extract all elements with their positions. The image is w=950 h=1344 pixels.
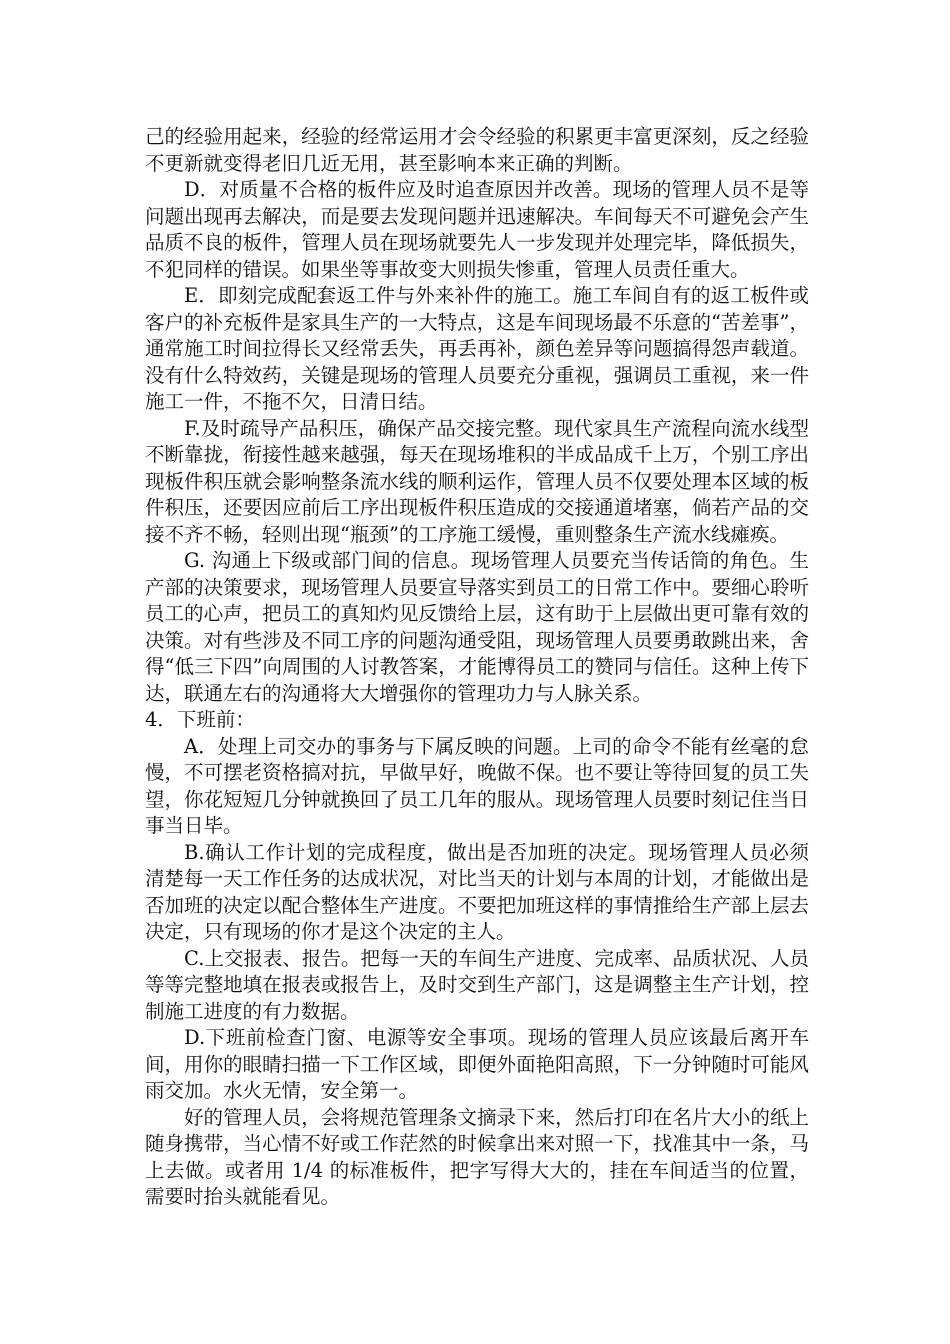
paragraph-item-d-quality: D．对质量不合格的板件应及时追查原因并改善。现场的管理人员不是等问题出现再去解决，而是要去发现问题并迅速解决。车间每天不可避免会产生品质不良的板件，管理人员在现场就要先人一步发现并处理完毕，降低损失，不犯同样的错误。如果坐等事故变大则损失惨重，管理人员责任重大。	[145, 178, 809, 281]
paragraph-item-g-communication: G. 沟通上下级或部门间的信息。现场管理人员要充当传话筒的角色。生产部的决策要求，现场管理人员要宣导落实到员工的日常工作中。要细心聆听员工的心声，把员工的真知灼见反馈给上层，这有助于上层做出更可靠有效的决策。对有些涉及不同工序的问题沟通受阻，现场管理人员要勇敢跳出来，舍得“低三下四”向周围的人讨教答案，才能博得员工的赞同与信任。这种上传下达，联通左右的沟通将大大增强你的管理功力与人脉关系。	[145, 549, 809, 705]
paragraph-item-a-tasks: A．处理上司交办的事务与下属反映的问题。上司的命令不能有丝毫的怠慢，不可摆老资格搞对抗，早做早好，晚做不保。也不要让等待回复的员工失望，你花短短几分钟就换回了员工几年的服从。现场管理人员要时刻记住当日事当日毕。	[145, 734, 809, 837]
paragraph-continuation: 己的经验用起来，经验的经常运用才会令经验的积累更丰富更深刻，反之经验不更新就变得老旧几近无用，甚至影响本来正确的判断。	[145, 125, 809, 175]
section-heading-before-leaving: 4．下班前：	[145, 708, 255, 731]
paragraph-conclusion: 好的管理人员，会将规范管理条文摘录下来，然后打印在名片大小的纸上随身携带，当心情不好或工作茫然的时候拿出来对照一下，找准其中一条，马上去做。或者用 1/4 的标准板件，把字写得大大的，挂在车间适当的位置，需要时抬头就能看见。	[145, 1105, 809, 1208]
paragraph-item-b-plan: B.确认工作计划的完成程度，做出是否加班的决定。现场管理人员必须清楚每一天工作任务的达成状况，对比当天的计划与本周的计划，才能做出是否加班的决定以配合整体生产进度。不要把加班这样的事情推给生产部上层去决定，只有现场的你才是这个决定的主人。	[145, 840, 809, 943]
paragraph-item-d-safety: D.下班前检查门窗、电源等安全事项。现场的管理人员应该最后离开车间，用你的眼睛扫描一下工作区域，即便外面艳阳高照，下一分钟随时可能风雨交加。水火无情，安全第一。	[145, 1026, 809, 1102]
paragraph-item-c-reports: C.上交报表、报告。把每一天的车间生产进度、完成率、品质状况、人员等等完整地填在报表或报告上，及时交到生产部门，这是调整主生产计划，控制施工进度的有力数据。	[145, 946, 809, 1023]
document-body	[145, 124, 809, 1211]
paragraph-item-e-rework: E．即刻完成配套返工件与外来补件的施工。施工车间自有的返工板件或客户的补充板件是家具生产的一大特点，这是车间现场最不乐意的“苦差事”，通常施工时间拉得长又经常丢失，再丢再补，颜色差异等问题搞得怨声载道。没有什么特效药，关键是现场的管理人员要充分重视，强调员工重视，来一件施工一件，不拖不欠，日清日结。	[145, 284, 809, 413]
paragraph-item-f-backlog: F.及时疏导产品积压，确保产品交接完整。现代家具生产流程向流水线型不断靠拢，衔接性越来越强，每天在现场堆积的半成品成千上万，个别工序出现板件积压就会影响整条流水线的顺利运作，管理人员不仅要处理本区域的板件积压，还要因应前后工序出现板件积压造成的交接通道堵塞，倘若产品的交接不齐不畅，轻则出现“瓶颈”的工序施工缓慢，重则整条生产流水线瘫痪。	[145, 416, 809, 546]
